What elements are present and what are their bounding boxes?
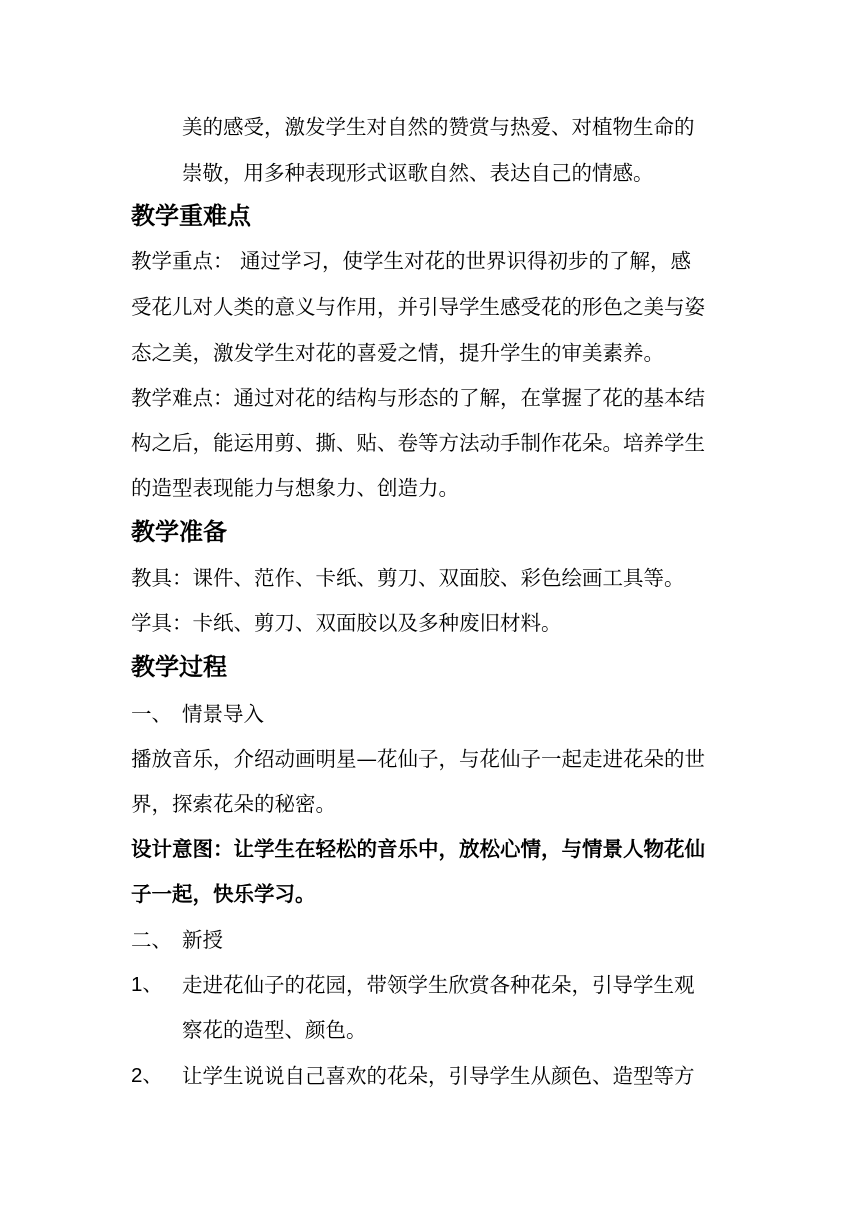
key-point-line-3: 态之美，激发学生对花的喜爱之情，提升学生的审美素养。 bbox=[131, 341, 664, 365]
key-point-line-2: 受花儿对人类的意义与作用，并引导学生感受花的形色之美与姿 bbox=[131, 295, 705, 319]
section-2-marker: 二、 bbox=[131, 928, 172, 952]
item-2-line-1: 让学生说说自己喜欢的花朵，引导学生从颜色、造型等方 bbox=[182, 1064, 695, 1088]
key-point-line-1: 教学重点： 通过学习，使学生对花的世界识得初步的了解，感 bbox=[131, 249, 692, 273]
hard-point-line-2: 构之后，能运用剪、撕、贴、卷等方法动手制作花朵。培养学生 bbox=[131, 431, 705, 455]
design-intent-line-1: 设计意图：让学生在轻松的音乐中，放松心情，与情景人物花仙 bbox=[131, 837, 705, 861]
heading-preparation: 教学准备 bbox=[131, 518, 227, 546]
section-1-title: 情景导入 bbox=[182, 702, 264, 726]
section-1-line-1: 播放音乐，介绍动画明星—花仙子，与花仙子一起走进花朵的世 bbox=[131, 747, 705, 771]
heading-process: 教学过程 bbox=[131, 653, 227, 681]
section-1-line-2: 界，探索花朵的秘密。 bbox=[131, 792, 336, 816]
section-2-title: 新授 bbox=[182, 928, 223, 952]
hard-point-line-1: 教学难点：通过对花的结构与形态的了解，在掌握了花的基本结 bbox=[131, 386, 705, 410]
heading-difficulty: 教学重难点 bbox=[131, 202, 251, 230]
student-tools: 学具：卡纸、剪刀、双面胶以及多种废旧材料。 bbox=[131, 611, 562, 635]
teacher-tools: 教具：课件、范作、卡纸、剪刀、双面胶、彩色绘画工具等。 bbox=[131, 566, 685, 590]
hard-point-line-3: 的造型表现能力与想象力、创造力。 bbox=[131, 476, 459, 500]
intro-line-1: 美的感受，激发学生对自然的赞赏与热爱、对植物生命的 bbox=[182, 115, 695, 139]
intro-line-2: 崇敬，用多种表现形式讴歌自然、表达自己的情感。 bbox=[182, 161, 654, 185]
item-1-line-1: 走进花仙子的花园，带领学生欣赏各种花朵，引导学生观 bbox=[182, 973, 695, 997]
item-1-line-2: 察花的造型、颜色。 bbox=[182, 1018, 367, 1042]
item-1-number: 1、 bbox=[131, 973, 163, 996]
section-1-marker: 一、 bbox=[131, 702, 172, 726]
design-intent-line-2: 子一起，快乐学习。 bbox=[131, 882, 316, 906]
item-2-number: 2、 bbox=[131, 1064, 163, 1087]
